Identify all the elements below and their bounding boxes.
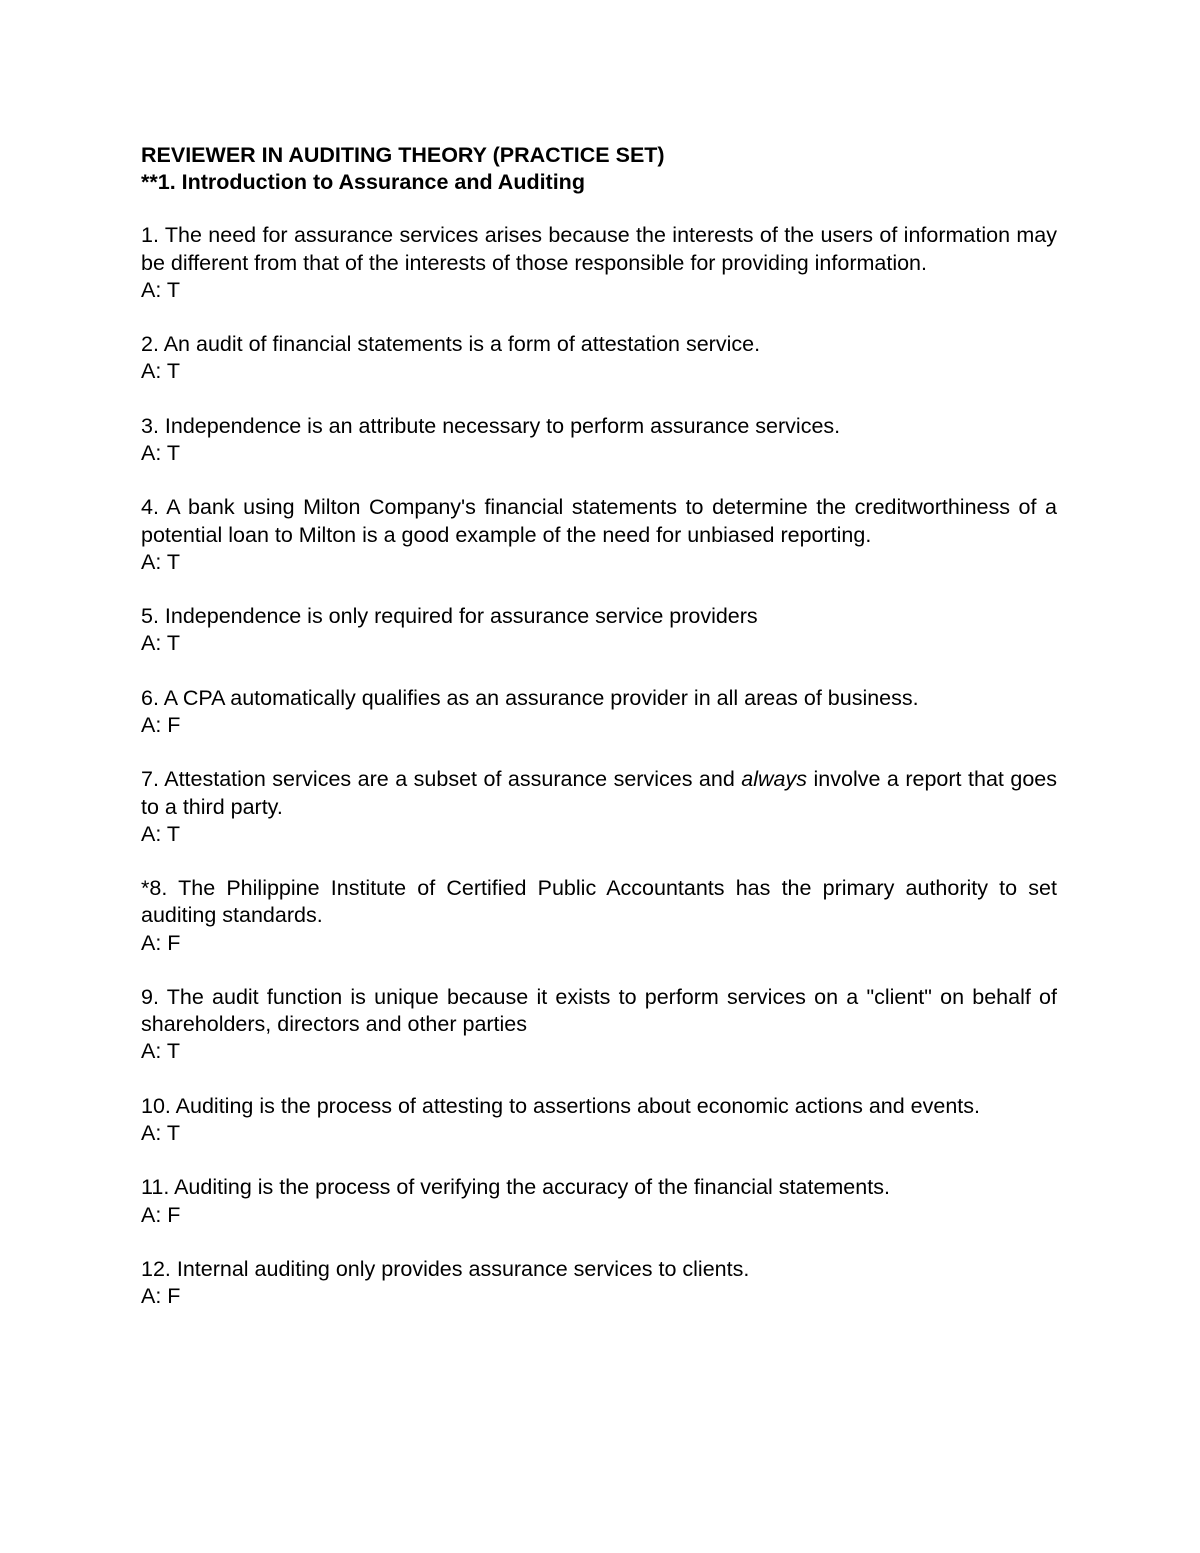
question-list — [141, 222, 1057, 1310]
question-text: 2. An audit of financial statements is a form of attestation service. — [141, 332, 761, 357]
document-page — [141, 142, 1057, 1338]
answer-text: A: T — [141, 631, 181, 656]
question-item — [141, 875, 1057, 957]
answer-text: A: F — [141, 712, 181, 737]
question-text: *8. The Philippine Institute of Certified Public Accountants has the primary authority to set auditing standards. — [141, 876, 1057, 928]
answer-text: A: F — [141, 1202, 181, 1227]
answer-text: A: T — [141, 549, 181, 574]
emphasized-word: always — [741, 767, 808, 792]
question-item — [141, 984, 1057, 1066]
question-text: 5. Independence is only required for assurance service providers — [141, 604, 758, 629]
question-item — [141, 766, 1057, 848]
section-heading: **1. Introduction to Assurance and Auditing — [141, 170, 585, 195]
question-text: 3. Independence is an attribute necessary to perform assurance services. — [141, 413, 841, 438]
question-item — [141, 494, 1057, 576]
question-text: 10. Auditing is the process of attesting to assertions about economic actions and events. — [141, 1093, 981, 1118]
question-item — [141, 331, 1057, 385]
answer-text: A: T — [141, 1120, 181, 1145]
question-item — [141, 685, 1057, 739]
question-text: 9. The audit function is unique because it exists to perform services on a "client" on behalf of shareholders, directors and other parties — [141, 984, 1057, 1037]
question-text-part: involve a report that goes to a third party. — [141, 767, 1057, 819]
question-item — [141, 1174, 1057, 1228]
question-item — [141, 222, 1057, 304]
answer-text: A: T — [141, 359, 181, 384]
answer-text: A: F — [141, 930, 181, 955]
question-item — [141, 1256, 1057, 1310]
answer-text: A: T — [141, 277, 181, 302]
document-title: REVIEWER IN AUDITING THEORY (PRACTICE SET) — [141, 143, 665, 167]
answer-text: A: F — [141, 1284, 181, 1309]
question-text: 11. Auditing is the process of verifying the accuracy of the financial statements. — [141, 1175, 890, 1200]
question-text — [141, 766, 1057, 820]
question-text: 6. A CPA automatically qualifies as an assurance provider in all areas of business. — [141, 685, 919, 710]
question-text: 4. A bank using Milton Company's financial statements to determine the creditworthiness of a potential loan to Milton is a good example of the need for unbiased reporting. — [141, 495, 1057, 547]
answer-text: A: T — [141, 1039, 181, 1064]
question-text: 1. The need for assurance services arises because the interests of the users of information may be different from that of the interests of those responsible for providing information. — [141, 223, 1057, 275]
answer-text: A: T — [141, 821, 181, 846]
question-item — [141, 603, 1057, 657]
question-item — [141, 413, 1057, 467]
answer-text: A: T — [141, 441, 181, 465]
question-item — [141, 1093, 1057, 1147]
question-text: 12. Internal auditing only provides assurance services to clients. — [141, 1256, 750, 1281]
question-text-part: 7. Attestation services are a subset of assurance services and — [141, 767, 742, 792]
